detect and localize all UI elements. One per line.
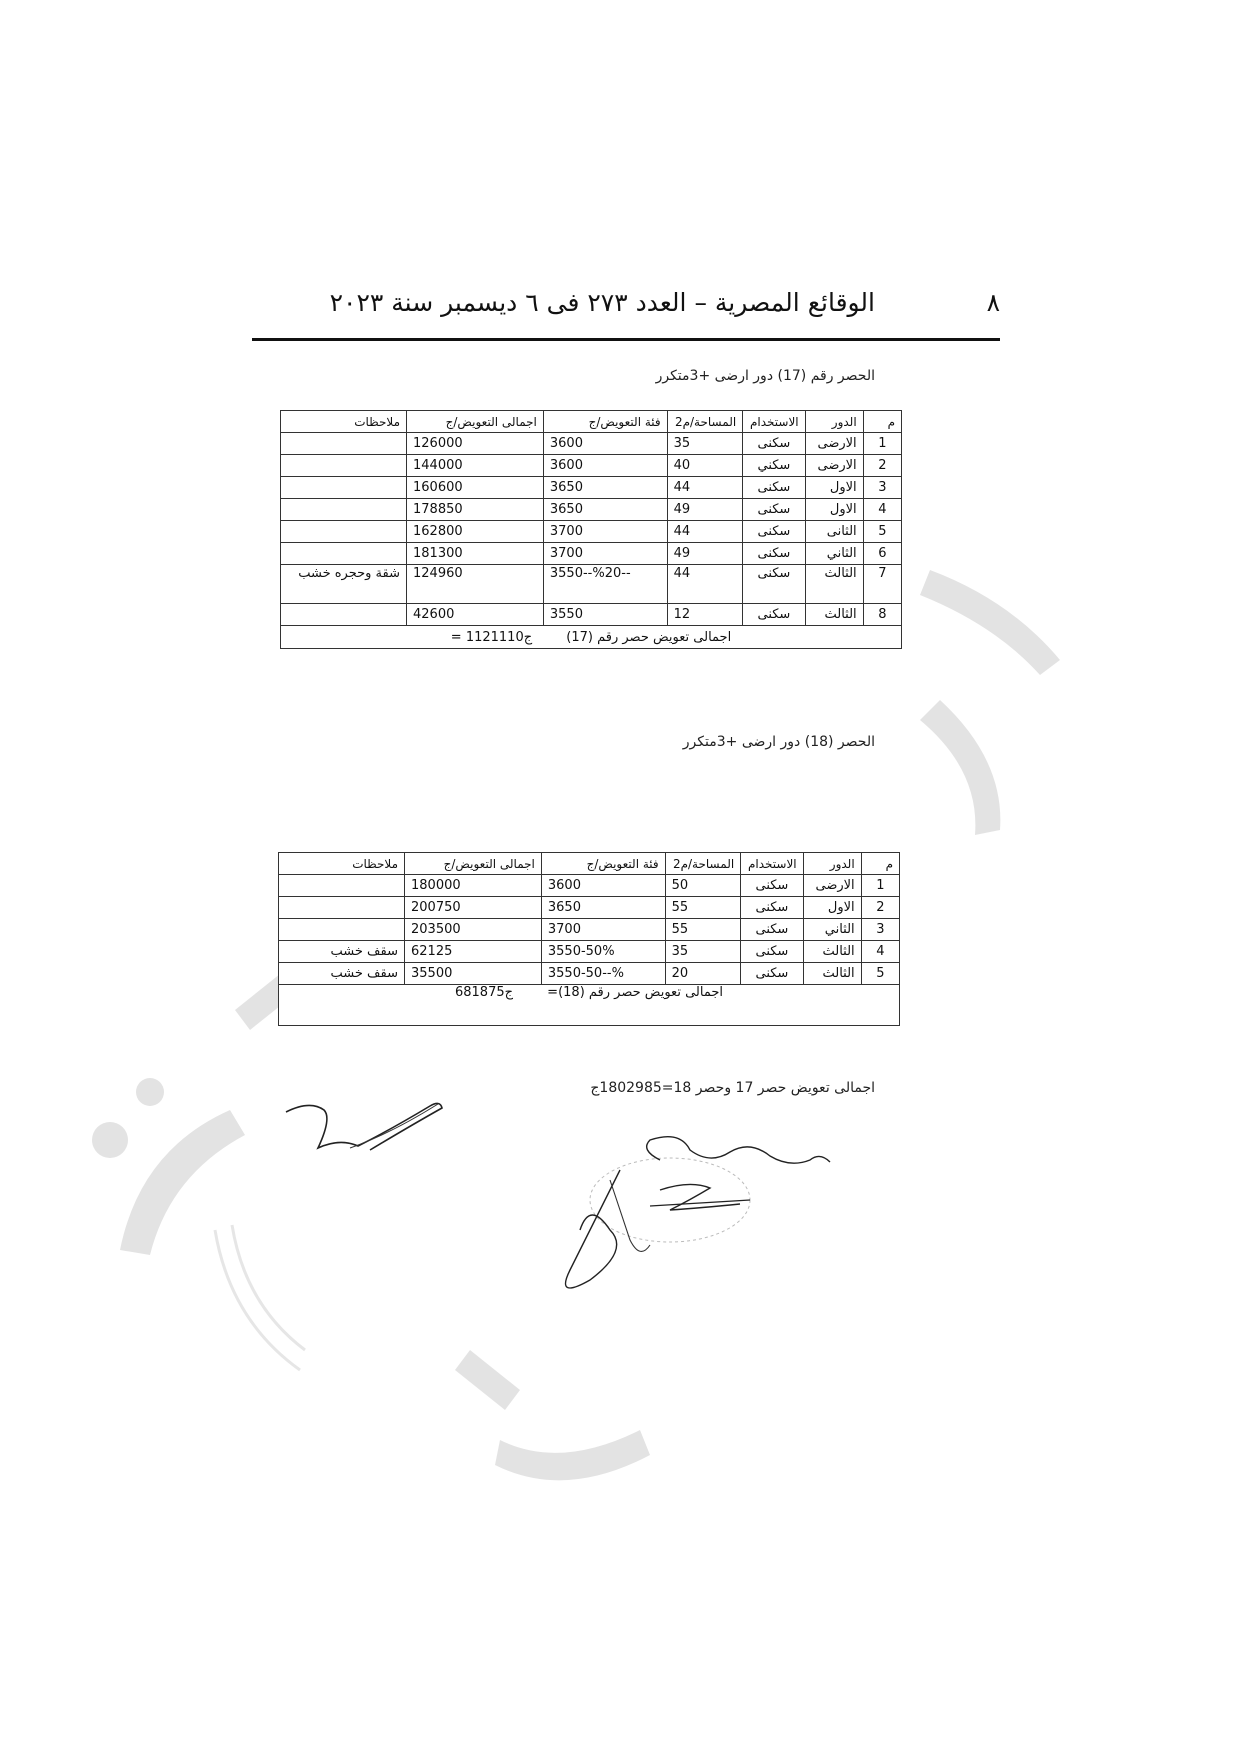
- table-header-row: [279, 853, 900, 875]
- col-header-notes: ملاحظات: [281, 411, 407, 433]
- cell-rate: 3550-50%: [541, 941, 665, 963]
- cell-usage: سكنى: [743, 477, 805, 499]
- cell-floor: الثاني: [805, 543, 863, 565]
- watermark-dot: [92, 1122, 128, 1158]
- signature-right: [550, 1130, 850, 1300]
- col-header-floor: الدور: [803, 853, 861, 875]
- cell-usage: سكنى: [743, 604, 805, 626]
- cell-rate: 3650: [543, 499, 667, 521]
- cell-usage: سكنى: [743, 565, 805, 604]
- watermark-arc: [120, 1110, 245, 1255]
- cell-notes: [281, 433, 407, 455]
- cell-total: 126000: [407, 433, 544, 455]
- signature-stroke: [650, 1200, 750, 1206]
- col-header-index: م: [861, 853, 899, 875]
- cell-area: 49: [667, 543, 743, 565]
- table-header-row: [281, 411, 902, 433]
- cell-index: 3: [863, 477, 901, 499]
- signature-left: [280, 1090, 450, 1180]
- cell-index: 8: [863, 604, 901, 626]
- col-header-rate: فئة التعويض/ج: [541, 853, 665, 875]
- cell-usage: سكنى: [741, 897, 803, 919]
- cell-area: 44: [667, 477, 743, 499]
- cell-floor: الثالث: [805, 565, 863, 604]
- cell-notes: [279, 897, 405, 919]
- cell-area: 44: [667, 521, 743, 543]
- table-row: [281, 543, 902, 565]
- cell-usage: سكنى: [741, 875, 803, 897]
- page-number: ٨: [986, 288, 1000, 317]
- cell-notes: [281, 477, 407, 499]
- cell-notes: [279, 919, 405, 941]
- total-cell: [281, 626, 902, 649]
- table-total-row: [279, 985, 900, 1026]
- col-header-total: اجمالى التعويض/ج: [407, 411, 544, 433]
- cell-total: 200750: [405, 897, 542, 919]
- table-row: [279, 897, 900, 919]
- cell-notes: [281, 604, 407, 626]
- cell-index: 1: [861, 875, 899, 897]
- cell-rate: 3600: [543, 455, 667, 477]
- cell-notes: [281, 499, 407, 521]
- watermark-wreath: [215, 1230, 300, 1370]
- gazette-title: الوقائع المصرية – العدد ٢٧٣ فى ٦ ديسمبر سنة ٢٠٢٣: [329, 288, 875, 317]
- cell-usage: سكنى: [743, 499, 805, 521]
- table-row: [279, 875, 900, 897]
- cell-rate: 3700: [541, 919, 665, 941]
- cell-index: 2: [861, 897, 899, 919]
- cell-area: 35: [667, 433, 743, 455]
- cell-total: 162800: [407, 521, 544, 543]
- table-row: [279, 941, 900, 963]
- signature-stroke: [350, 1104, 438, 1148]
- col-header-index: م: [863, 411, 901, 433]
- cell-floor: الثالث: [805, 604, 863, 626]
- cell-notes: [279, 875, 405, 897]
- cell-total: 203500: [405, 919, 542, 941]
- watermark-shape: [920, 700, 1000, 835]
- cell-index: 6: [863, 543, 901, 565]
- cell-total: 160600: [407, 477, 544, 499]
- cell-rate: 3650: [543, 477, 667, 499]
- signature-stroke: [660, 1184, 740, 1210]
- table-row: [281, 477, 902, 499]
- table-row: [281, 604, 902, 626]
- total-label: اجمالى تعويض حصر رقم (17): [566, 629, 732, 645]
- cell-usage: سكنى: [743, 433, 805, 455]
- cell-index: 5: [863, 521, 901, 543]
- cell-index: 3: [861, 919, 899, 941]
- table18: [278, 852, 900, 1026]
- cell-area: 40: [667, 455, 743, 477]
- cell-rate: 3550--%20--: [543, 565, 667, 604]
- cell-floor: الارضى: [803, 875, 861, 897]
- total-label: اجمالى تعويض حصر رقم (18)=: [547, 985, 723, 1000]
- cell-usage: سكنى: [743, 543, 805, 565]
- cell-index: 4: [861, 941, 899, 963]
- col-header-area: المساحة/م2: [667, 411, 743, 433]
- grand-total-line: اجمالى تعويض حصر 17 وحصر 18=1802985ج: [590, 1080, 875, 1096]
- cell-usage: سكنى: [741, 919, 803, 941]
- cell-index: 7: [863, 565, 901, 604]
- total-value: 681875ج: [454, 985, 514, 1000]
- cell-area: 20: [665, 963, 741, 985]
- cell-area: 55: [665, 919, 741, 941]
- cell-index: 2: [863, 455, 901, 477]
- cell-floor: الارضى: [805, 455, 863, 477]
- col-header-usage: الاستخدام: [741, 853, 803, 875]
- col-header-notes: ملاحظات: [279, 853, 405, 875]
- cell-rate: 3600: [541, 875, 665, 897]
- table-row: [281, 433, 902, 455]
- table17-caption: الحصر رقم (17) دور ارضى +3متكرر: [655, 368, 875, 384]
- watermark-dot: [136, 1078, 164, 1106]
- total-cell: [279, 985, 900, 1026]
- total-value: = 1121110ج: [450, 629, 533, 645]
- watermark-wreath: [232, 1225, 305, 1350]
- table-total-row: [281, 626, 902, 649]
- cell-floor: الاول: [803, 897, 861, 919]
- cell-area: 12: [667, 604, 743, 626]
- cell-floor: الاول: [805, 499, 863, 521]
- cell-notes: سقف خشب: [279, 963, 405, 985]
- cell-rate: 3550-50--%: [541, 963, 665, 985]
- table17: [280, 410, 902, 649]
- cell-total: 62125: [405, 941, 542, 963]
- cell-notes: [281, 455, 407, 477]
- table-row: [281, 565, 902, 604]
- cell-area: 50: [665, 875, 741, 897]
- cell-area: 35: [665, 941, 741, 963]
- table18-caption: الحصر (18) دور ارضى +3متكرر: [682, 734, 875, 750]
- watermark-shape: [920, 570, 1060, 675]
- table-row: [279, 963, 900, 985]
- cell-rate: 3700: [543, 521, 667, 543]
- cell-floor: الثاني: [803, 919, 861, 941]
- signature-stroke: [647, 1137, 830, 1164]
- col-header-area: المساحة/م2: [665, 853, 741, 875]
- cell-floor: الثانى: [805, 521, 863, 543]
- cell-notes: [281, 543, 407, 565]
- cell-total: 124960: [407, 565, 544, 604]
- col-header-usage: الاستخدام: [743, 411, 805, 433]
- col-header-total: اجمالى التعويض/ج: [405, 853, 542, 875]
- signature-stroke: [286, 1103, 442, 1150]
- page-header: [252, 280, 1000, 341]
- cell-notes: [281, 521, 407, 543]
- cell-total: 181300: [407, 543, 544, 565]
- cell-area: 49: [667, 499, 743, 521]
- table-row: [281, 455, 902, 477]
- cell-notes: شقة وحجره خشب: [281, 565, 407, 604]
- cell-total: 42600: [407, 604, 544, 626]
- seal-circle: [590, 1158, 750, 1242]
- watermark-shape: [455, 1350, 520, 1410]
- watermark-shape: [495, 1430, 650, 1480]
- cell-rate: 3600: [543, 433, 667, 455]
- cell-area: 55: [665, 897, 741, 919]
- table-row: [281, 521, 902, 543]
- cell-index: 5: [861, 963, 899, 985]
- cell-usage: سكنى: [741, 963, 803, 985]
- cell-rate: 3550: [543, 604, 667, 626]
- cell-total: 144000: [407, 455, 544, 477]
- cell-floor: الثالث: [803, 941, 861, 963]
- col-header-rate: فئة التعويض/ج: [543, 411, 667, 433]
- cell-floor: الارضى: [805, 433, 863, 455]
- signature-stroke: [566, 1170, 621, 1288]
- cell-rate: 3700: [543, 543, 667, 565]
- signature-stroke: [610, 1180, 650, 1251]
- cell-floor: الثالث: [803, 963, 861, 985]
- table-row: [281, 499, 902, 521]
- cell-usage: سكنى: [741, 941, 803, 963]
- col-header-floor: الدور: [805, 411, 863, 433]
- cell-index: 4: [863, 499, 901, 521]
- cell-total: 178850: [407, 499, 544, 521]
- cell-notes: سقف خشب: [279, 941, 405, 963]
- cell-usage: سكنى: [743, 521, 805, 543]
- cell-total: 180000: [405, 875, 542, 897]
- cell-total: 35500: [405, 963, 542, 985]
- cell-rate: 3650: [541, 897, 665, 919]
- cell-index: 1: [863, 433, 901, 455]
- cell-area: 44: [667, 565, 743, 604]
- table-row: [279, 919, 900, 941]
- cell-usage: سكني: [743, 455, 805, 477]
- cell-floor: الاول: [805, 477, 863, 499]
